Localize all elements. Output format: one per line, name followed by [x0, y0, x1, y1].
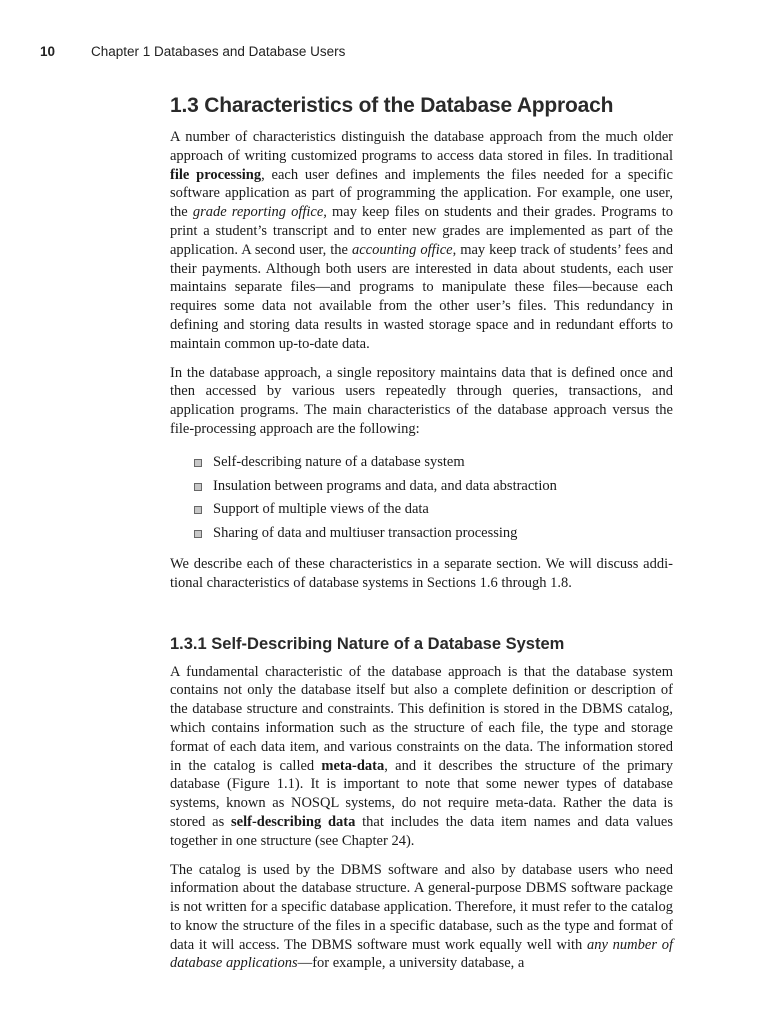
chapter-title: Chapter 1 Databases and Database Users: [91, 44, 346, 59]
term-self-describing-data: self-describing data: [231, 813, 356, 830]
square-bullet-icon: [194, 483, 202, 491]
characteristics-list: [194, 453, 673, 543]
running-head: [40, 44, 345, 59]
square-bullet-icon: [194, 506, 202, 514]
term-file-processing: file processing: [170, 166, 262, 183]
term-meta-data: meta-data: [321, 757, 385, 774]
square-bullet-icon: [194, 459, 202, 467]
term-accounting-office: accounting office: [351, 241, 453, 258]
list-item: Self-describing nature of a database system: [194, 453, 673, 472]
subsection-title: 1.3.1 Self-Describing Nature of a Database System: [170, 634, 565, 653]
section-title: 1.3 Characteristics of the Database Approach: [170, 94, 614, 117]
square-bullet-icon: [194, 530, 202, 538]
term-any-number-of-applications: any number of database applications: [170, 936, 673, 972]
list-item: Insulation between programs and data, and data abstraction: [194, 477, 673, 496]
section-paragraph-3: We describe each of these characteristics in a separate section. We will discuss additional characteristics of database systems in Sections 1.6 through 1.8.: [170, 555, 673, 591]
section-paragraph-2: In the database approach, a single repository maintains data that is defined once and then accessed by various users repeatedly through queries, transactions, and application programs. The main characteristics of the database approach versus the file-processing approach are the following:: [170, 364, 673, 437]
subsection-paragraph-1: A fundamental characteristic of the database approach is that the database system contains not only the database itself but also a complete definition or description of the database structure and constraints. This definition is stored in the DBMS catalog, which contains information such as the structure of each file, the type and storage format of each data item, and various constraints on the data. The information stored in the catalog is called meta-data, and it describes the structure of the primary database (Figure 1.1). It is important to note that some newer types of database systems, known as NOSQL systems, do not require meta-data. Rather the data is stored as self-describing data that includes the data item names and data values together in one structure (see Chapter 24).: [170, 663, 673, 849]
list-item: Support of multiple views of the data: [194, 500, 673, 519]
list-item: Sharing of data and multiuser transaction processing: [194, 524, 673, 543]
subsection-paragraph-2: The catalog is used by the DBMS software and also by database users who need information about the database structure. A general-purpose DBMS software package is not written for a specific database application. Therefore, it must refer to the catalog to know the structure of the files in a specific database, such as the type and format of data it will access. The DBMS software must work equally well with any number of database applications—for example, a university database, a: [170, 861, 673, 972]
page-number: 10: [40, 44, 56, 59]
term-grade-reporting-office: grade reporting office,: [192, 204, 327, 221]
section-paragraph-1: A number of characteristics distinguish the database approach from the much older approach of writing customized programs to access data stored in files. In traditional file processing, each user defines and implements the files needed for a specific software application as part of programming the application. For example, one user, the grade reporting office, may keep files on students and their grades. Programs to print a student’s transcript and to enter new grades are implemented as part of the application. A second user, the accounting office, may keep track of students’ fees and their payments. Although both users are interested in data about students, each user maintains separate files—and programs to manipulate these files—because each requires some data not available from the other user’s files. This redundancy in defining and storing data results in wasted storage space and in redundant efforts to maintain common up-to-date data.: [170, 129, 674, 352]
page-body: [170, 92, 673, 983]
